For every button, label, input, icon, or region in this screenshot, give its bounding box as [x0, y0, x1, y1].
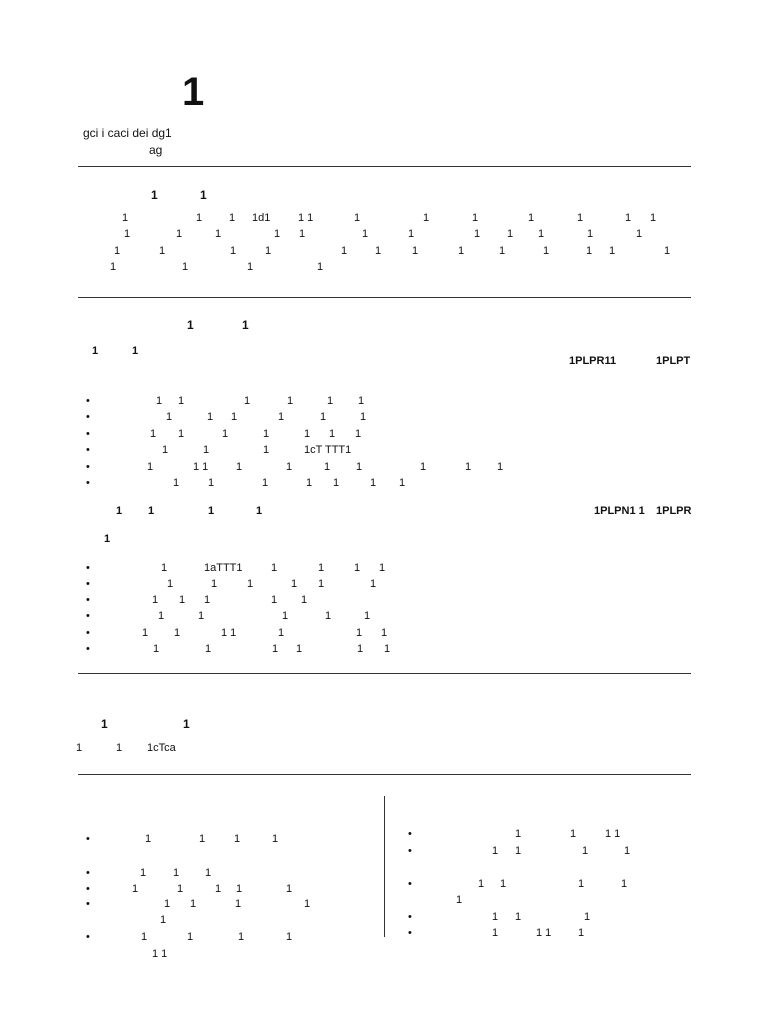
skill-word: 1 [160, 914, 167, 926]
summary-word: 1 [317, 261, 324, 273]
skill-word: 1 [582, 845, 589, 857]
bullet-word: 1 [263, 428, 270, 440]
job-title-word: 1 [116, 505, 123, 517]
bullet-word: 1 [325, 610, 332, 622]
bullet-word: 1 [244, 395, 251, 407]
job-end-date: 1PLPT [656, 355, 691, 367]
skill-word: 1 [190, 898, 197, 910]
bullet-word: 1 [150, 428, 157, 440]
education-word: 1 [116, 742, 123, 754]
summary-word: 1 [458, 245, 465, 257]
bullet-word: 1 [287, 395, 294, 407]
skill-word: 1 [236, 883, 243, 895]
skill-word: 1 [304, 898, 311, 910]
education-degree: 1cTca [147, 742, 176, 754]
bullet-word: 1 [364, 610, 371, 622]
bullet-word: 1 [497, 461, 504, 473]
bullet-word: 1 [291, 578, 298, 590]
bullet-word: 1 [324, 461, 331, 473]
skill-word: 1 [164, 898, 171, 910]
bullet-word: 1 [370, 578, 377, 590]
divider [78, 297, 691, 298]
skill-word: 1 [132, 883, 139, 895]
bullet-word: 1 [278, 627, 285, 639]
skill-word: 1 [173, 867, 180, 879]
summary-word: 1 [543, 245, 550, 257]
bullet-word: 1 [318, 578, 325, 590]
job-title-word: 1 [132, 345, 139, 357]
skill-word: 1 [177, 883, 184, 895]
summary-word: 1 [229, 212, 236, 224]
summary-word: 1 [176, 228, 183, 240]
bullet-word: 1 [236, 461, 243, 473]
summary-word: 1 [341, 245, 348, 257]
summary-word: 1 [636, 228, 643, 240]
summary-word: 1 [586, 245, 593, 257]
experience-heading-1: 1 [187, 318, 194, 332]
job-title-word: 1 [256, 505, 263, 517]
bullet-word: 1 1 [193, 461, 209, 473]
skill-word: 1 1 [152, 948, 168, 960]
contact-line: gci i caci dei dg1 [83, 126, 172, 140]
summary-word: 1 [507, 228, 514, 240]
bullet-word: 1 [211, 578, 218, 590]
bullet-word: 1 [156, 395, 163, 407]
bullet-word: 1 [357, 643, 364, 655]
bullet-word: 1 [207, 411, 214, 423]
job-company: 1 [104, 533, 111, 545]
summary-word: 1 [196, 212, 203, 224]
summary-word: 1 [265, 245, 272, 257]
summary-word: 1 [114, 245, 121, 257]
bullet-word: 1 [179, 594, 186, 606]
skill-word: 1 [141, 931, 148, 943]
skill-word: 1 [492, 845, 499, 857]
summary-word: 1d1 [252, 212, 271, 224]
column-divider [384, 796, 385, 937]
summary-word: 1 [354, 212, 361, 224]
summary-word: 1 [215, 228, 222, 240]
bullet-word: 1 [286, 461, 293, 473]
bullet-word: 1 [420, 461, 427, 473]
skill-word: 1 [500, 878, 507, 890]
bullet-word: 1 [278, 411, 285, 423]
bullet-word: 1 [465, 461, 472, 473]
education-word: 1 [76, 742, 83, 754]
bullet-word: 1 [147, 461, 154, 473]
bullet-word: 1 [263, 444, 270, 456]
bullet-word: 1 [208, 477, 215, 489]
skill-word: 1 [515, 911, 522, 923]
summary-word: 1 [587, 228, 594, 240]
bullet-word: 1 [358, 395, 365, 407]
bullet-word: 1 [399, 477, 406, 489]
summary-word: 1 [423, 212, 430, 224]
summary-word: 1 [474, 228, 481, 240]
bullet-word: 1 [304, 428, 311, 440]
bullet-word: 1 [167, 578, 174, 590]
summary-word: 1 [577, 212, 584, 224]
bullet-word: 1 [282, 610, 289, 622]
job-title-word: 1 [92, 345, 99, 357]
skill-word: 1 [570, 828, 577, 840]
summary-word: 1 [538, 228, 545, 240]
skill-word: 1 [205, 867, 212, 879]
summary-word: 1 [182, 261, 189, 273]
bullet-word: 1 [142, 627, 149, 639]
summary-word: 1 [499, 245, 506, 257]
bullet-word: 1 [356, 627, 363, 639]
bullet-word: 1 [152, 594, 159, 606]
skill-word: 1 [578, 878, 585, 890]
skill-word: 1 [145, 833, 152, 845]
skill-word: 1 [515, 828, 522, 840]
bullet-word: 1 [320, 411, 327, 423]
bullet-word: 1 [178, 428, 185, 440]
job-title-word: 1 [208, 505, 215, 517]
summary-word: 1 1 [298, 212, 314, 224]
bullet-word: 1 [204, 594, 211, 606]
bullet-word: 1 [166, 411, 173, 423]
bullet-word: 1 [178, 395, 185, 407]
bullet-word: 1 [329, 428, 336, 440]
bullet-word: 1 [356, 461, 363, 473]
job-start-date: 1PLPN1 1 [594, 505, 645, 517]
skill-word: 1 [478, 878, 485, 890]
summary-word: 1 [362, 228, 369, 240]
skill-word: 1 [286, 931, 293, 943]
resume-name: 1 [182, 70, 205, 114]
skill-word: 1 [215, 883, 222, 895]
bullet-word: 1 [354, 562, 361, 574]
job-title-word: 1 [148, 505, 155, 517]
bullet-word: 1 [162, 444, 169, 456]
bullet-word: 1 [370, 477, 377, 489]
job-end-date: 1PLPR [656, 505, 692, 517]
divider [78, 166, 691, 167]
skill-word: 1 1 [605, 828, 621, 840]
summary-word: 1 [664, 245, 671, 257]
skill-word: 1 [624, 845, 631, 857]
skill-word: 1 [234, 833, 241, 845]
bullet-word: 1 [381, 627, 388, 639]
summary-word: 1 [274, 228, 281, 240]
summary-word: 1 [650, 212, 657, 224]
bullet-word: 1 [231, 411, 238, 423]
bullet-word: 1 [360, 411, 367, 423]
bullet-word: 1 [161, 562, 168, 574]
divider [78, 774, 691, 775]
education-heading-2: 1 [183, 717, 190, 731]
skill-word: 1 [492, 911, 499, 923]
skill-word: 1 [515, 845, 522, 857]
skill-word: 1 [235, 898, 242, 910]
skill-word: 1 [456, 894, 463, 906]
skill-word: 1 [621, 878, 628, 890]
skill-word: 1 [187, 931, 194, 943]
experience-heading-2: 1 [242, 318, 249, 332]
summary-word: 1 [159, 245, 166, 257]
bullet-word: 1cT TTT1 [304, 444, 352, 456]
bullet-word: 1 [333, 477, 340, 489]
bullet-word: 1 [318, 562, 325, 574]
summary-word: 1 [124, 228, 131, 240]
bullet-word: 1 [306, 477, 313, 489]
bullet-word: 1 [355, 428, 362, 440]
summary-word: 1 [609, 245, 616, 257]
summary-word: 1 [247, 261, 254, 273]
skill-word: 1 [578, 927, 585, 939]
contact-line-2: ag [149, 143, 163, 157]
skill-word: 1 [272, 833, 279, 845]
job-start-date: 1PLPR11 [569, 355, 617, 367]
bullet-word: 1 [271, 594, 278, 606]
skill-word: 1 [584, 911, 591, 923]
summary-word: 1 [299, 228, 306, 240]
bullet-word: 1 1 [221, 627, 237, 639]
bullet-word: 1 [222, 428, 229, 440]
bullet-word: 1 [158, 610, 165, 622]
summary-word: 1 [230, 245, 237, 257]
bullet-word: 1 [247, 578, 254, 590]
bullet-word: 1 [327, 395, 334, 407]
summary-word: 1 [375, 245, 382, 257]
skill-word: 1 [492, 927, 499, 939]
skill-word: 1 1 [536, 927, 552, 939]
bullet-word: 1 [205, 643, 212, 655]
bullet-word: 1 [384, 643, 391, 655]
summary-word: 1 [110, 261, 117, 273]
bullet-word: 1 [198, 610, 205, 622]
education-heading-1: 1 [101, 717, 108, 731]
bullet-word: 1aTTT1 [204, 562, 243, 574]
summary-word: 1 [625, 212, 632, 224]
summary-heading-2: 1 [200, 188, 207, 202]
bullet-word: 1 [203, 444, 210, 456]
skill-word: 1 [238, 931, 245, 943]
divider [78, 673, 691, 674]
skill-word: 1 [140, 867, 147, 879]
bullet-word: 1 [296, 643, 303, 655]
skill-word: 1 [286, 883, 293, 895]
summary-word: 1 [122, 212, 129, 224]
bullet-word: 1 [379, 562, 386, 574]
summary-word: 1 [408, 228, 415, 240]
bullet-word: 1 [153, 643, 160, 655]
summary-heading-1: 1 [151, 188, 158, 202]
summary-word: 1 [412, 245, 419, 257]
summary-word: 1 [472, 212, 479, 224]
bullet-word: 1 [173, 477, 180, 489]
bullet-word: 1 [301, 594, 308, 606]
bullet-word: 1 [272, 643, 279, 655]
bullet-word: 1 [262, 477, 269, 489]
summary-word: 1 [528, 212, 535, 224]
bullet-word: 1 [174, 627, 181, 639]
bullet-word: 1 [271, 562, 278, 574]
skill-word: 1 [199, 833, 206, 845]
